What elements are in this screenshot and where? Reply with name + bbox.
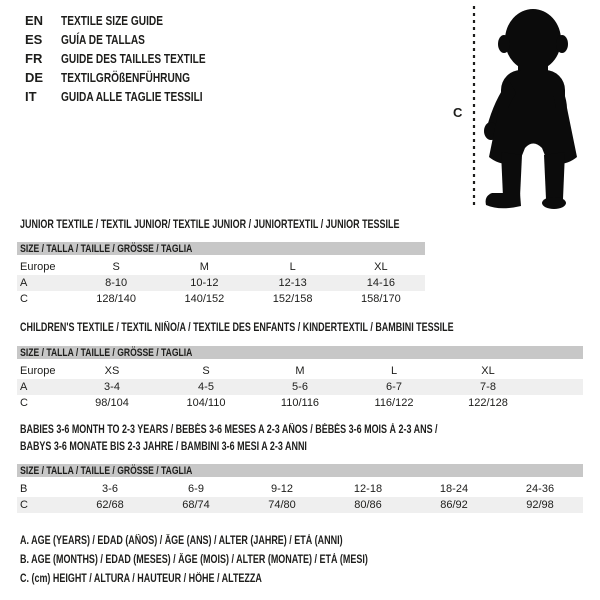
language-code: FR — [25, 51, 43, 66]
cell: 116/122 — [374, 397, 414, 409]
language-title: GUIDE DES TAILLES TEXTILE — [61, 51, 206, 66]
cell: 3-6 — [102, 482, 118, 495]
cell: 68/74 — [153, 497, 239, 513]
cell: XL — [481, 364, 495, 377]
cell: 80/86 — [325, 497, 411, 513]
cell: S — [112, 260, 120, 273]
footnote-height: C. (cm) HEIGHT / ALTURA / HAUTEUR / HÖHE / ALTEZZA — [20, 573, 262, 585]
cell: 5-6 — [253, 379, 347, 395]
cell: 7-8 — [441, 379, 535, 395]
table-row-height — [17, 291, 425, 307]
footnote-age-years: A. AGE (YEARS) / EDAD (AÑOS) / ÂGE (ANS) / ALTER (JAHRE) / ETÀ (ANNI) — [20, 535, 343, 547]
cell: 10-12 — [160, 275, 248, 291]
language-list — [25, 11, 246, 106]
size-header-row — [17, 242, 425, 257]
cell: 104/110 — [186, 397, 226, 409]
cell: M — [199, 260, 209, 273]
cell: 4-5 — [159, 379, 253, 395]
language-code: DE — [25, 70, 44, 85]
row-label: C — [17, 497, 67, 513]
babies-table — [17, 464, 583, 513]
row-label: B — [20, 482, 28, 495]
cell: 152/158 — [272, 293, 313, 305]
cell: 18-24 — [439, 482, 469, 495]
cell: 140/152 — [184, 293, 225, 305]
size-header: SIZE / TALLA / TAILLE / GRÖSSE / TAGLIA — [20, 242, 193, 255]
table-row-age — [17, 379, 583, 395]
cell: L — [289, 260, 296, 273]
cell: 14-16 — [337, 275, 425, 291]
language-title: GUIDA ALLE TAGLIE TESSILI — [61, 89, 203, 104]
size-header: SIZE / TALLA / TAILLE / GRÖSSE / TAGLIA — [20, 464, 193, 477]
cell: 86/92 — [411, 497, 497, 513]
babies-table-title: BABIES 3-6 MONTH TO 2-3 YEARS / BEBÉS 3-6 MESES A 2-3 AÑOS / BÉBÉS 3-6 MOIS À 2-3 ANS / BABYS 3-6 MONATE BIS 2-3 JAHRE / BAMBINI 3-6 MESI A 2-3 ANNI — [20, 424, 438, 453]
cell: S — [202, 364, 210, 377]
language-code: ES — [25, 32, 43, 47]
table-row-age — [17, 275, 425, 291]
table-row-age-months — [17, 479, 583, 498]
cell: 74/80 — [239, 497, 325, 513]
cell: 24-36 — [525, 482, 555, 495]
language-code: EN — [25, 13, 44, 28]
size-header: SIZE / TALLA / TAILLE / GRÖSSE / TAGLIA — [20, 346, 193, 359]
baby-silhouette-icon — [440, 0, 600, 215]
language-row-fr — [25, 49, 246, 68]
footnote-age-months: B. AGE (MONTHS) / EDAD (MESES) / ÂGE (MOIS) / ALTER (MONATE) / ETÀ (MESI) — [20, 554, 368, 566]
cell: 9-12 — [270, 482, 294, 495]
cell: 158/170 — [360, 293, 401, 305]
table-row-height — [17, 395, 583, 411]
table-row-europe — [17, 361, 583, 380]
language-row-it — [25, 87, 246, 106]
language-row-de — [25, 68, 246, 87]
row-label: C — [20, 397, 28, 409]
baby-silhouette-shape — [484, 9, 577, 209]
cell: XS — [104, 364, 120, 377]
row-label: Europe — [20, 260, 56, 273]
cell: 122/128 — [468, 397, 508, 409]
height-label: C — [453, 105, 463, 120]
junior-table — [17, 242, 425, 307]
size-header-row — [17, 464, 583, 479]
cell: M — [295, 364, 305, 377]
language-title: TEXTILGRÖßENFÜHRUNG — [61, 70, 191, 85]
cell: 62/68 — [67, 497, 153, 513]
row-label: Europe — [20, 364, 56, 377]
cell: 3-4 — [65, 379, 159, 395]
size-header-row — [17, 346, 583, 361]
language-title: TEXTILE SIZE GUIDE — [61, 13, 163, 28]
table-row-europe — [17, 257, 425, 276]
row-label: A — [17, 379, 65, 395]
table-row-height — [17, 497, 583, 513]
language-row-en — [25, 11, 246, 30]
cell: 6-7 — [347, 379, 441, 395]
language-code: IT — [25, 89, 37, 104]
cell: 8-10 — [72, 275, 160, 291]
language-row-es — [25, 30, 246, 49]
cell: 12-18 — [353, 482, 383, 495]
cell: 110/116 — [280, 397, 320, 409]
row-label: C — [20, 293, 28, 305]
row-label: A — [17, 275, 72, 291]
cell: XL — [374, 260, 388, 273]
baby-figure — [440, 0, 600, 215]
footnotes — [20, 532, 466, 589]
cell: 98/104 — [95, 397, 129, 409]
cell: 92/98 — [497, 497, 583, 513]
cell: 12-13 — [249, 275, 337, 291]
language-title: GUÍA DE TALLAS — [61, 32, 145, 47]
cell: L — [390, 364, 398, 377]
children-table — [17, 346, 583, 411]
children-table-title: CHILDREN'S TEXTILE / TEXTIL NIÑO/A / TEXTILE DES ENFANTS / KINDERTEXTIL / BAMBINI TESSILE — [20, 322, 454, 334]
cell: 128/140 — [96, 293, 136, 305]
cell: 6-9 — [188, 482, 204, 495]
junior-table-title: JUNIOR TEXTILE / TEXTIL JUNIOR/ TEXTILE JUNIOR / JUNIORTEXTIL / JUNIOR TESSILE — [20, 219, 400, 231]
